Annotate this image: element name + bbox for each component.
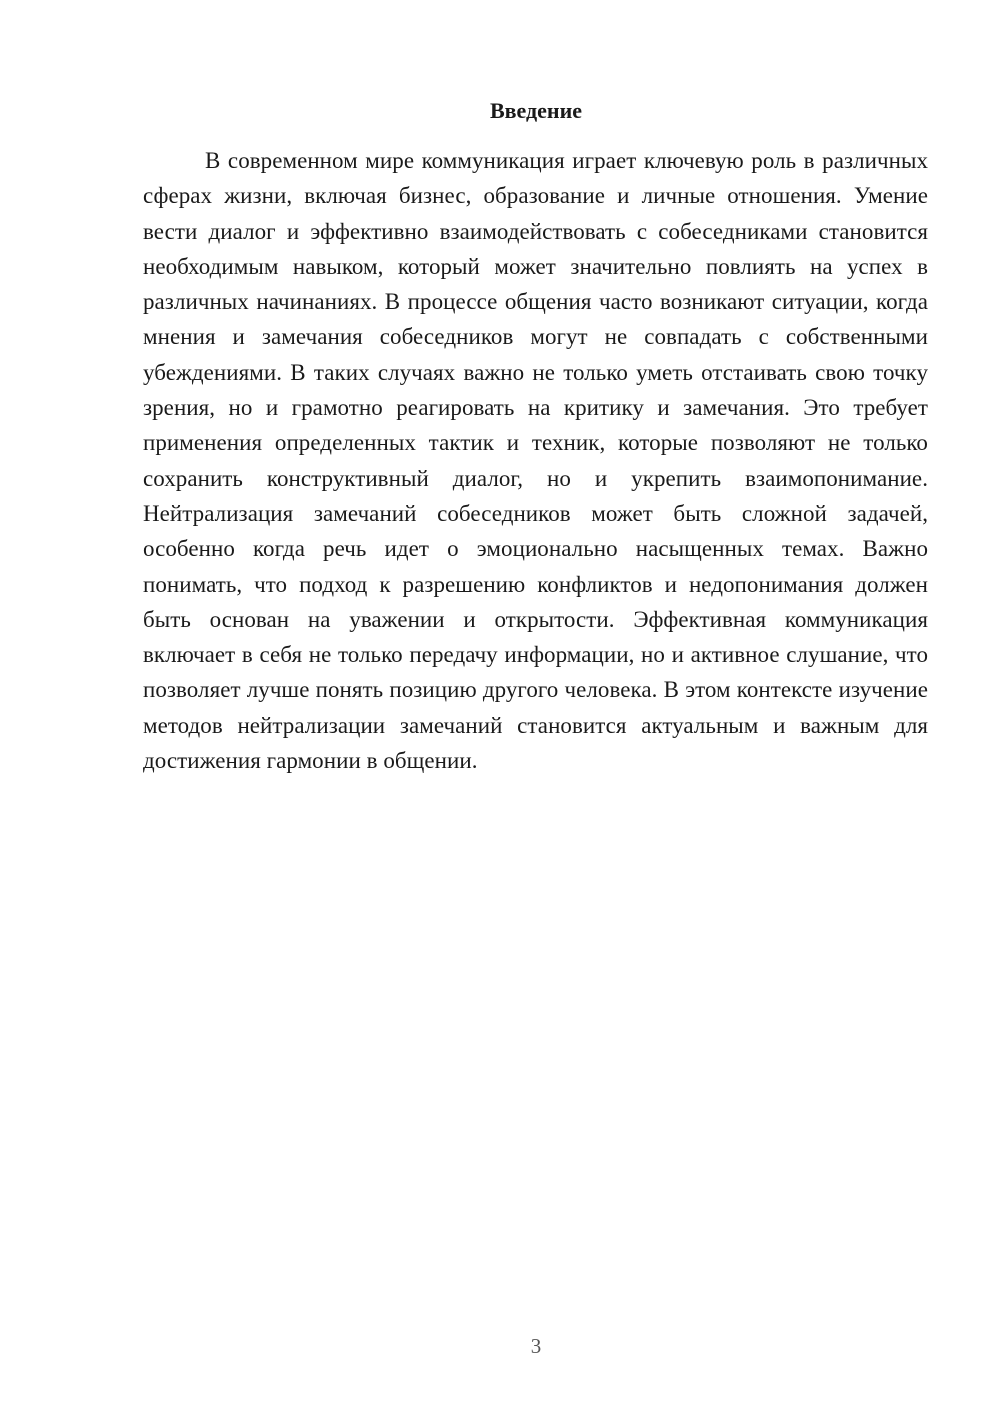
body-paragraph: В современном мире коммуникация играет ключевую роль в различных сферах жизни, включая бизнес, образование и личные отношения. Умение вести диалог и эффективно взаимодействовать с собеседниками становится необходимым навыком, который может значительно повлиять на успех в различных начинаниях. В процессе общения часто возникают ситуации, когда мнения и замечания собеседников могут не совпадать с собственными убеждениями. В таких случаях важно не только уметь отстаивать свою точку зрения, но и грамотно реагировать на критику и замечания. Это требует применения определенных тактик и техник, которые позволяют не только сохранить конструктивный диалог, но и укрепить взаимопонимание. Нейтрализация замечаний собеседников может быть сложной задачей, особенно когда речь идет о эмоционально насыщенных темах. Важно понимать, что подход к разрешению конфликтов и недопонимания должен быть основан на уважении и открытости. Эффективная коммуникация включает в себя не только передачу информации, но и активное слушание, что позволяет лучше понять позицию другого человека. В этом контексте изучение методов нейтрализации замечаний становится актуальным и важным для достижения гармонии в общении.: [143, 148, 928, 774]
section-heading: Введение: [489, 98, 583, 123]
page-number: 3: [530, 1334, 542, 1358]
